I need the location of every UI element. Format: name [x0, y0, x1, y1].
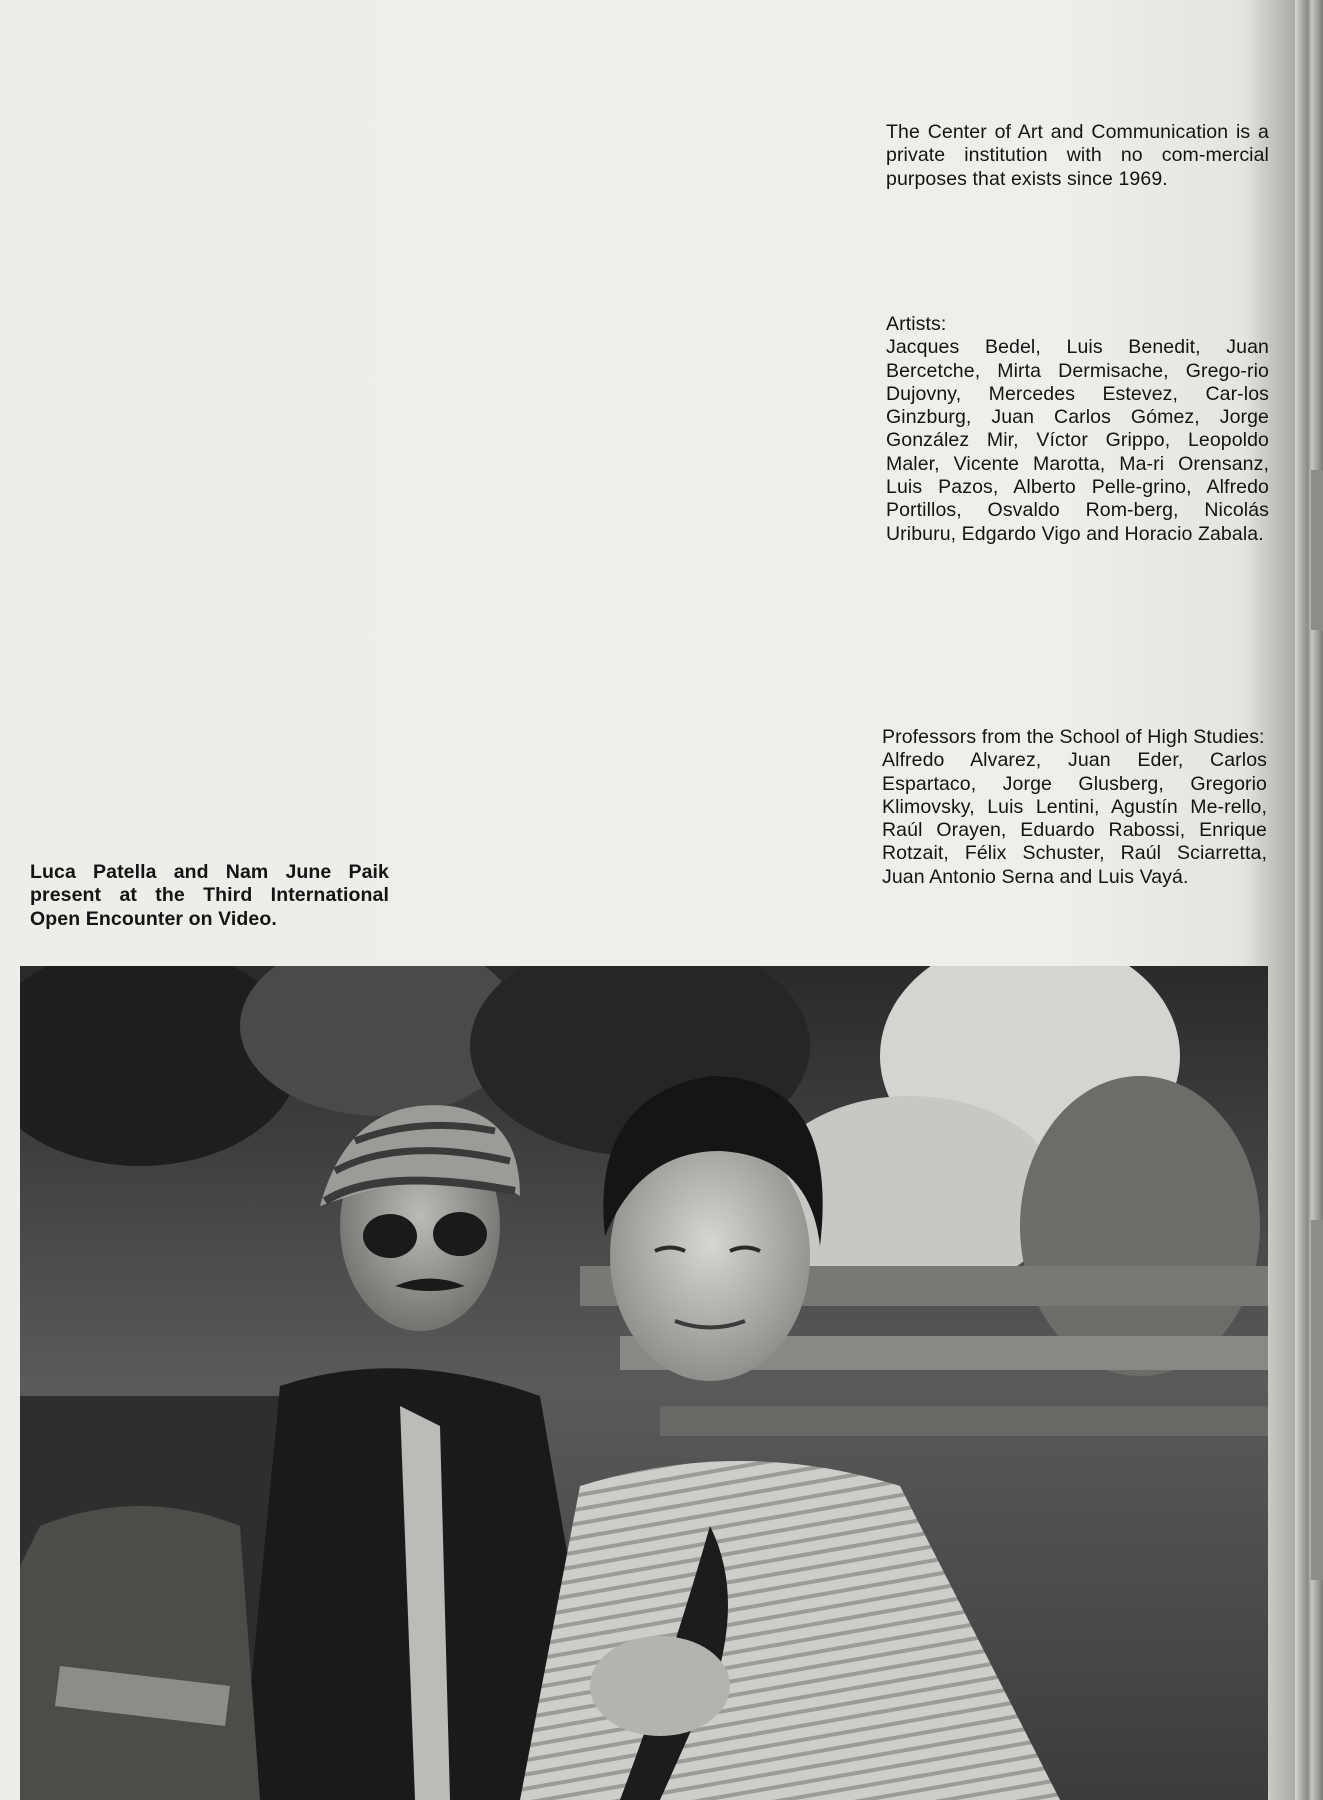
binding-shadow [1311, 1220, 1323, 1580]
professors-heading: Professors from the School of High Studies: [882, 726, 1265, 748]
photograph-image [20, 966, 1268, 1800]
photograph [20, 966, 1268, 1800]
artists-section [886, 313, 1269, 546]
professors-section [882, 726, 1267, 889]
photo-caption-text: Luca Patella and Nam June Paik present at the Third International Open Encounter on Video. [30, 861, 389, 930]
intro-text: The Center of Art and Communication is a private institution with no com-mercial purposes that exists since 1969. [886, 121, 1269, 190]
professors-list: Alfredo Alvarez, Juan Eder, Carlos Espartaco, Jorge Glusberg, Gregorio Klimovsky, Luis Lentini, Agustín Me-rello, Raúl Orayen, Eduardo Rabossi, Enrique Rotzait, Félix Schuster, Raúl Sciarretta, Juan Antonio Serna and Luis Vayá. [882, 749, 1267, 888]
artists-heading: Artists: [886, 313, 947, 335]
artists-list: Jacques Bedel, Luis Benedit, Juan Bercetche, Mirta Dermisache, Grego-rio Dujovny, Mercedes Estevez, Car-los Ginzburg, Juan Carlos Gómez, Jorge González Mir, Víctor Grippo, Leopoldo Maler, Vicente Marotta, Ma-ri Orensanz, Luis Pazos, Alberto Pelle-grino, Alfredo Portillos, Osvaldo Rom-berg, Nicolás Uriburu, Edgardo Vigo and Horacio Zabala. [886, 336, 1269, 545]
photo-caption [30, 861, 389, 931]
intro-paragraph [886, 121, 1269, 191]
binding-shadow [1311, 470, 1323, 630]
